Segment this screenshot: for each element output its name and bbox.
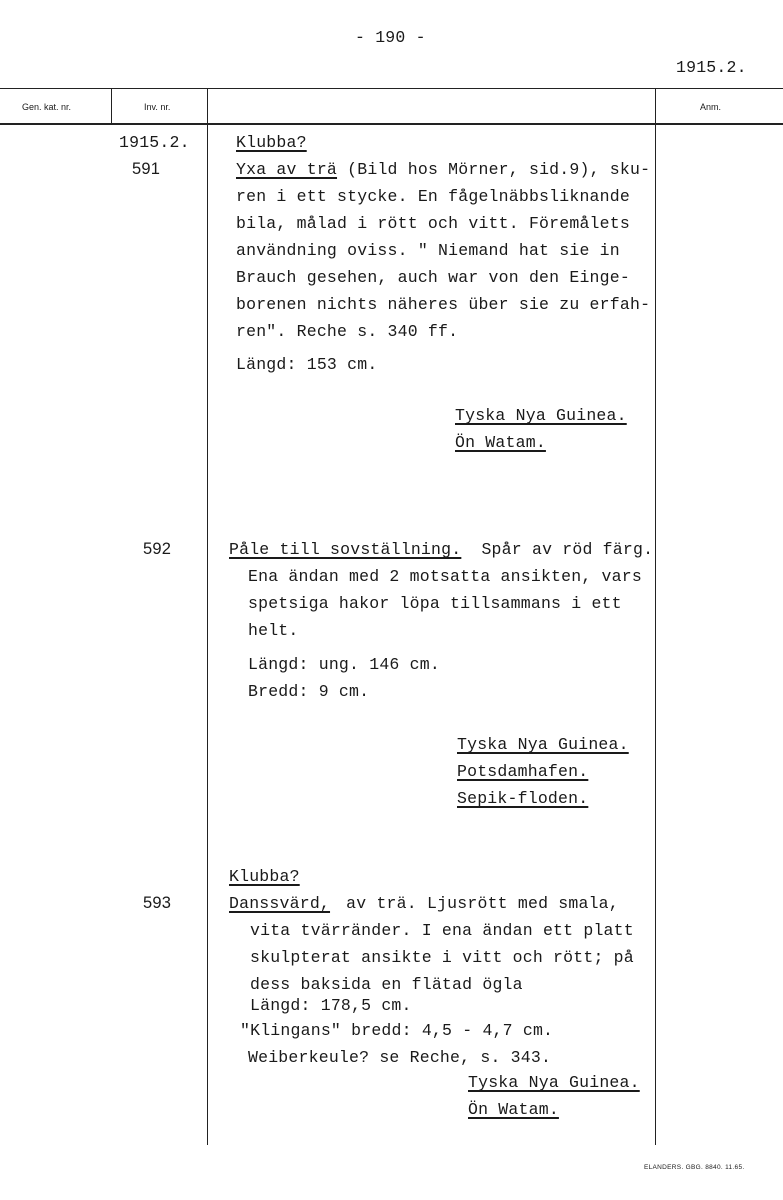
entry-592-length: Längd: ung. 146 cm. — [248, 655, 440, 674]
entry-591-line-1: (Bild hos Mörner, sid.9), sku- — [347, 160, 651, 179]
column-header-inv: Inv. nr. — [144, 102, 171, 112]
entry-593-line-0: av trä. Ljusrött med smala, — [346, 894, 619, 913]
page-number: - 190 - — [355, 28, 426, 47]
entry-593-line-2: skulpterat ansikte i vitt och rött; på — [250, 948, 634, 967]
entry-591-line-7: ren". Reche s. 340 ff. — [236, 322, 459, 341]
entry-591-origin-1: Tyska Nya Guinea. — [455, 406, 627, 425]
entry-591-line-2: ren i ett stycke. En fågelnäbbsliknande — [236, 187, 630, 206]
inv-number-591: 591 — [132, 160, 161, 178]
header-top-rule — [0, 88, 783, 89]
entry-591-line-4: användning oviss. " Niemand hat sie in — [236, 241, 620, 260]
entry-593-length: Längd: 178,5 cm. — [250, 996, 412, 1015]
entry-591-line-3: bila, målad i rött och vitt. Föremålets — [236, 214, 630, 233]
entry-591-length: Längd: 153 cm. — [236, 355, 378, 374]
entry-591-name: Yxa av trä — [236, 160, 338, 179]
entry-592-origin-1: Tyska Nya Guinea. — [457, 735, 629, 754]
entry-593-blade-width: "Klingans" bredd: 4,5 - 4,7 cm. — [240, 1021, 554, 1040]
entry-592-line-2: spetsiga hakor löpa tillsammans i ett — [248, 594, 622, 613]
column-divider-inv-text — [207, 88, 208, 1145]
entry-592-line-1: Ena ändan med 2 motsatta ansikten, vars — [248, 567, 642, 586]
entry-593-line-3: dess baksida en flätad ögla — [250, 975, 523, 994]
entry-593-reference: Weiberkeule? se Reche, s. 343. — [248, 1048, 552, 1067]
column-header-gen-kat: Gen. kat. nr. — [22, 102, 72, 112]
entry-593-line-1: vita tvärränder. I ena ändan ett platt — [250, 921, 634, 940]
inv-number-593: 593 — [143, 894, 172, 912]
inv-prefix: 1915.2. — [119, 133, 190, 152]
entry-593-origin-2: Ön Watam. — [468, 1100, 559, 1119]
entry-592-origin-2: Potsdamhafen. — [457, 762, 589, 781]
entry-592-line-0: Spår av röd färg. — [481, 540, 654, 559]
header-bottom-rule — [0, 123, 783, 125]
entry-591-title: Klubba? — [236, 133, 307, 152]
entry-593-name: Danssvärd, — [229, 894, 331, 913]
entry-591-line-6: borenen nichts näheres über sie zu erfah- — [236, 295, 651, 314]
column-divider-text-anm — [655, 88, 656, 1145]
entry-592-width: Bredd: 9 cm. — [248, 682, 370, 701]
entry-591-origin-2: Ön Watam. — [455, 433, 546, 452]
entry-592-origin-3: Sepik-floden. — [457, 789, 589, 808]
entry-592-line-3: helt. — [248, 621, 299, 640]
entry-593-title: Klubba? — [229, 867, 300, 886]
column-header-anm: Anm. — [700, 102, 722, 112]
catalog-reference: 1915.2. — [676, 58, 747, 77]
inv-number-592: 592 — [143, 540, 172, 558]
column-divider-gen-inv — [111, 88, 112, 123]
entry-593-origin-1: Tyska Nya Guinea. — [468, 1073, 640, 1092]
entry-592-name: Påle till sovställning. — [229, 540, 462, 559]
entry-591-line-5: Brauch gesehen, auch war von den Einge- — [236, 268, 630, 287]
printer-mark: ELANDERS. GBG. 8840. 11.65. — [644, 1164, 745, 1171]
